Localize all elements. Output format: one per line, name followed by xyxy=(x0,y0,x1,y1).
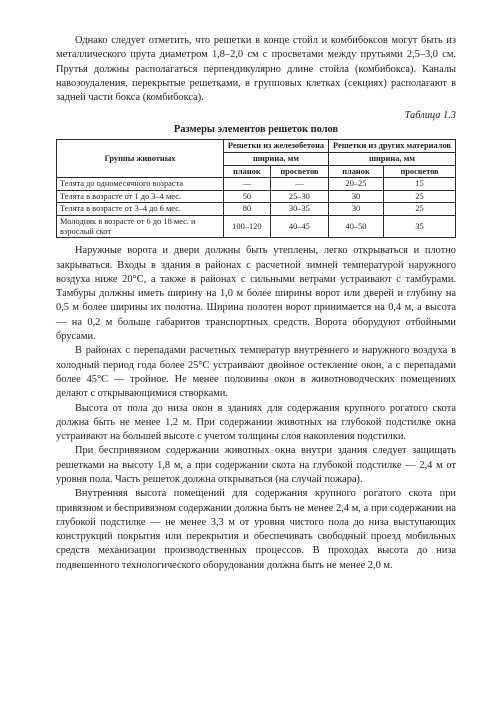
table-row xyxy=(57,203,456,216)
header-other-gap: просветов xyxy=(384,165,456,178)
row-rc-gap: — xyxy=(270,178,328,191)
row-rc-plank: 50 xyxy=(224,190,271,203)
row-other-plank: 40–50 xyxy=(328,216,383,238)
row-other-plank: 30 xyxy=(328,203,383,216)
row-other-plank: 20–25 xyxy=(328,178,383,191)
table-row xyxy=(57,216,456,238)
intro-paragraph: Однако следует отметить, что решетки в конце стойл и комбибоксов могут быть из металлического прута диаметром 1,8–2,0 см с просветами между прутьями 2,5–3,0 см. Прутья должны располагаться перпендикулярно длине стойла (комбибокса). Каналы навозоудаления, перекрытые решетками, в групповых клетках (секциях) располагают в задней части бокса (комбибокса). xyxy=(56,35,456,104)
row-rc-plank: 100–120 xyxy=(224,216,271,238)
table-row xyxy=(57,190,456,203)
page-body xyxy=(56,34,456,573)
row-group: Молодняк в возрасте от 6 до 18 мес. и взрослый скот xyxy=(57,216,224,238)
paragraph-room-height: Внутренняя высота помещений для содержания крупного рогатого скота при привязном и беспривязном содержании должна быть не менее 2,4 м, а при содержании на глубокой подстилке — не менее 3,3 м от уровня чистого пола до низа выступающих конструкций покрытия или перекрытия и обеспечивать свободный проезд мобильных средств механизации производственных процессов. В проходах высота до низа подвешенного технологического оборудования должна быть не менее 2,0 м. xyxy=(56,488,456,571)
header-rc-gratings: Решетки из железобетона xyxy=(224,140,329,153)
paragraph-window-grates: При беспривязном содержании животных окна внутри здания следует защищать решетками на высоту 1,8 м, а при содержании скота на глубокой подстилке — 2,4 м от уровня пола. Часть решеток должна открываться (на случай пожара). xyxy=(56,445,456,485)
row-other-gap: 15 xyxy=(384,178,456,191)
row-other-gap: 25 xyxy=(384,190,456,203)
table-row xyxy=(57,178,456,191)
header-rc-plank: планок xyxy=(224,165,271,178)
row-group: Телята в возрасте от 1 до 3–4 мес. xyxy=(57,190,224,203)
table-label: Таблица 1.3 xyxy=(404,110,456,122)
row-group: Телята до одномесячного возраста xyxy=(57,178,224,191)
body-text xyxy=(56,244,456,573)
header-other-plank: планок xyxy=(328,165,383,178)
paragraph-window-height: Высота от пола до низа окон в зданиях для содержания крупного рогатого скота должна быть не менее 1,2 м. При содержании животных на глубокой подстилке окна устраивают на большей высоте с учетом толщины слоя накопления подстилки. xyxy=(56,402,456,443)
header-rc-width: ширина, мм xyxy=(224,153,329,166)
header-other-width: ширина, мм xyxy=(328,153,455,166)
row-rc-gap: 25–30 xyxy=(270,190,328,203)
paragraph-doors-gates: Наружные ворота и двери должны быть утеплены, легко открываться и плотно закрываться. Входы в здания в районах с расчетной зимней температурой наружного воздуха ниже 20°С, а также в районах с сильными ветрами устраивают с тамбурами. Тамбуры должны иметь ширину на 1,0 м более ширины ворот или дверей и глубину на 0,5 м более ширины их полотна. Ширина полотен ворот принимается на 0,4 м, а высота — на 0,2 м больше габаритов транспортных средств. Ворота оборудуют отбойными брусами. xyxy=(56,245,456,343)
row-other-plank: 30 xyxy=(328,190,383,203)
header-rc-gap: просветов xyxy=(270,165,328,178)
row-rc-gap: 40–45 xyxy=(270,216,328,238)
row-rc-plank: 80 xyxy=(224,203,271,216)
row-rc-plank: — xyxy=(224,178,271,191)
table-title: Размеры элементов решеток полов xyxy=(173,124,339,136)
header-groups: Группы животных xyxy=(57,140,224,178)
grating-sizes-table xyxy=(56,139,456,238)
row-other-gap: 35 xyxy=(384,216,456,238)
row-other-gap: 25 xyxy=(384,203,456,216)
row-rc-gap: 30–35 xyxy=(270,203,328,216)
paragraph-glazing: В районах с перепадами расчетных температур внутреннего и наружного воздуха в холодный период года более 25°С устраивают двойное остекление окон, а с перепадами более 45°С — тройное. Не менее половины окон в животноводческих помещениях делают с открывающимися створками. xyxy=(56,345,456,400)
header-other-gratings: Решетки из других материалов xyxy=(328,140,455,153)
row-group: Телята в возрасте от 3–4 до 6 мес. xyxy=(57,203,224,216)
